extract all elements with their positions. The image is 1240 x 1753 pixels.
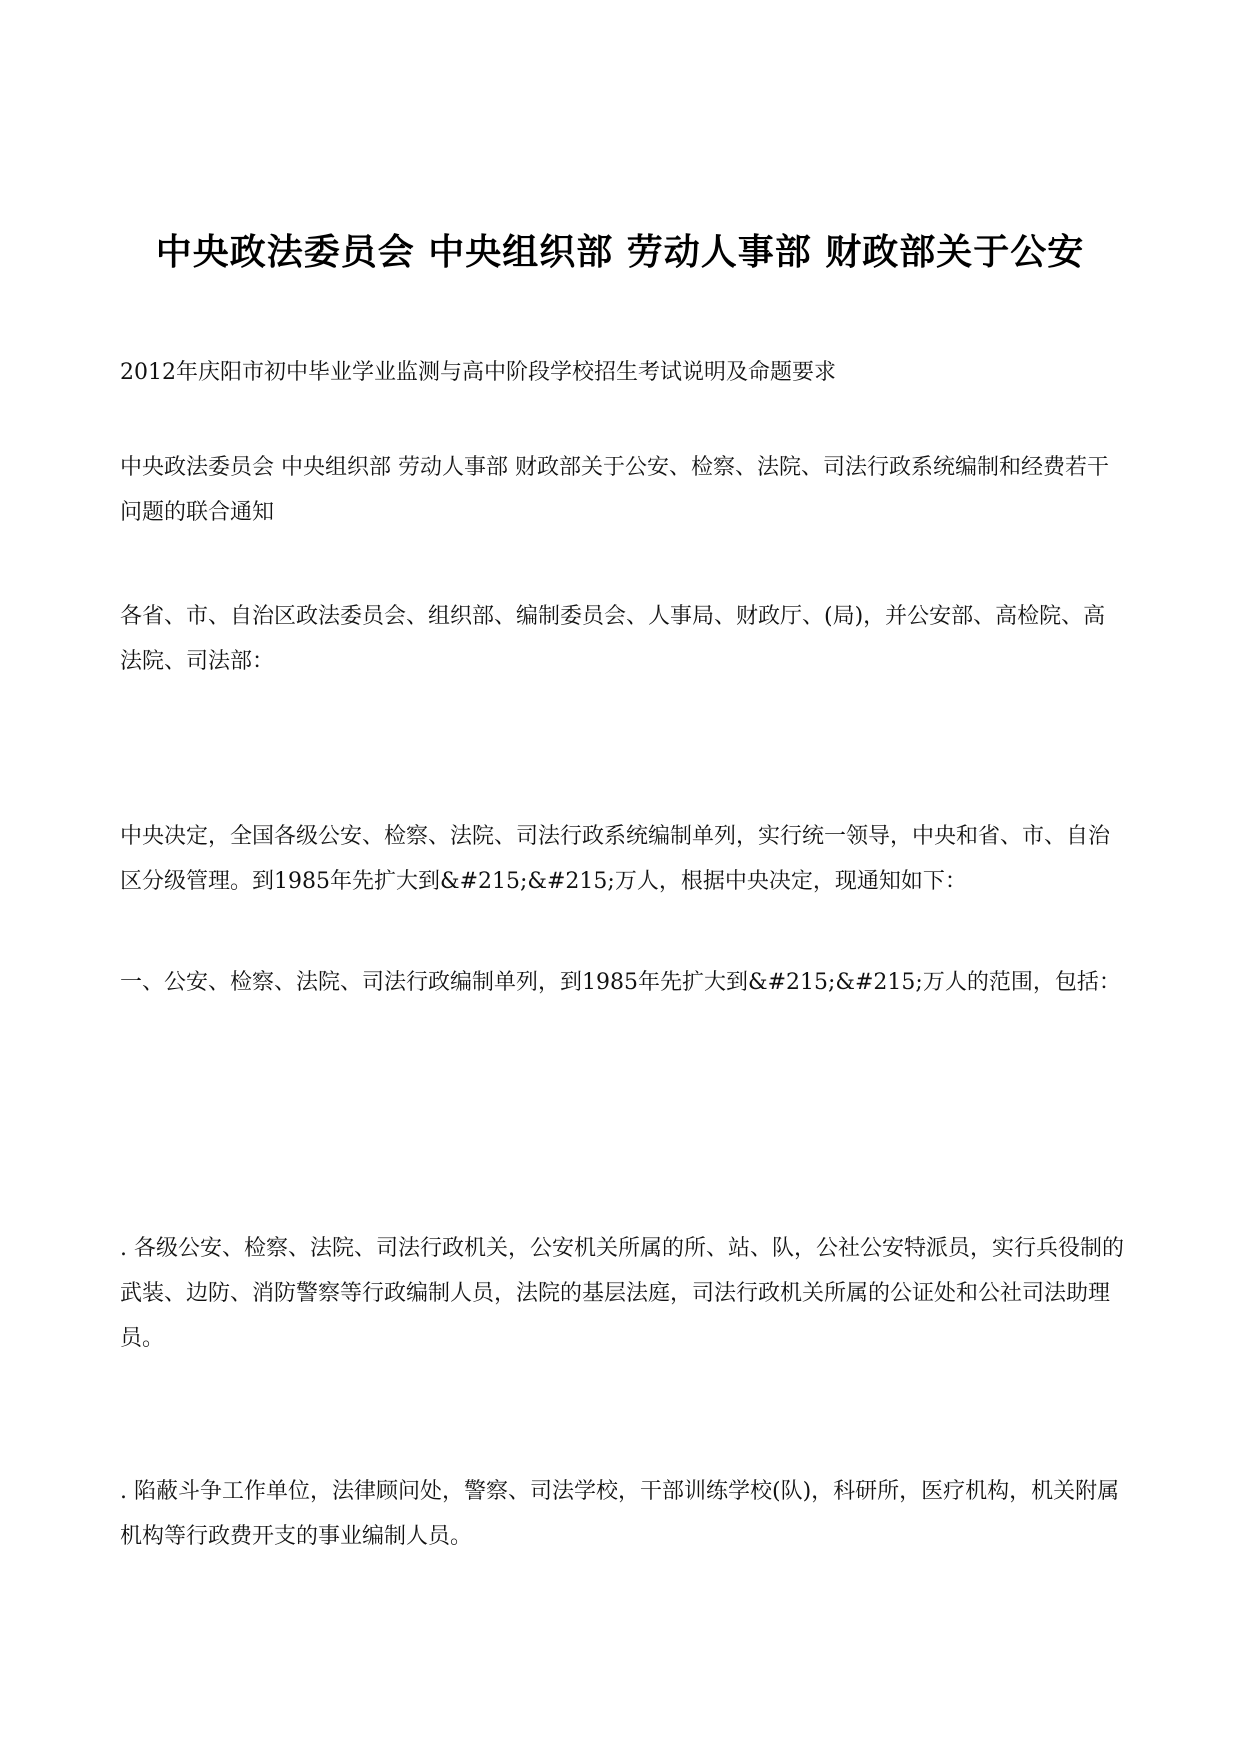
paragraph-exam-notice: 2012年庆阳市初中毕业学业监测与高中阶段学校招生考试说明及命题要求: [120, 360, 836, 385]
document-title: 中央政法委员会 中央组织部 劳动人事部 财政部关于公安: [155, 232, 1085, 273]
paragraph-scope-agencies: . 各级公安、检察、法院、司法行政机关，公安机关所属的所、站、队，公社公安特派员，实行兵役制的武装、边防、消防警察等行政编制人员，法院的基层法庭，司法行政机关所属的公证处和公社司法助理员。: [120, 1236, 1124, 1351]
paragraph-item-one: 一、公安、检察、法院、司法行政编制单列，到1985年先扩大到&#215;&#215;万人的范围，包括：: [120, 970, 1121, 995]
paragraph-scope-institutions: . 陷蔽斗争工作单位，法律顾问处，警察、司法学校，干部训练学校(队)，科研所，医疗机构，机关附属机构等行政费开支的事业编制人员。: [120, 1479, 1120, 1549]
paragraph-notice-title: 中央政法委员会 中央组织部 劳动人事部 财政部关于公安、检察、法院、司法行政系统编制和经费若干问题的联合通知: [120, 455, 1109, 525]
paragraph-central-decision: 中央决定，全国各级公安、检察、法院、司法行政系统编制单列，实行统一领导，中央和省、市、自治区分级管理。到1985年先扩大到&#215;&#215;万人，根据中央决定，现通知如下：: [120, 824, 1111, 894]
paragraph-addressees: 各省、市、自治区政法委员会、组织部、编制委员会、人事局、财政厅、(局)，并公安部、高检院、高法院、司法部：: [120, 604, 1106, 674]
